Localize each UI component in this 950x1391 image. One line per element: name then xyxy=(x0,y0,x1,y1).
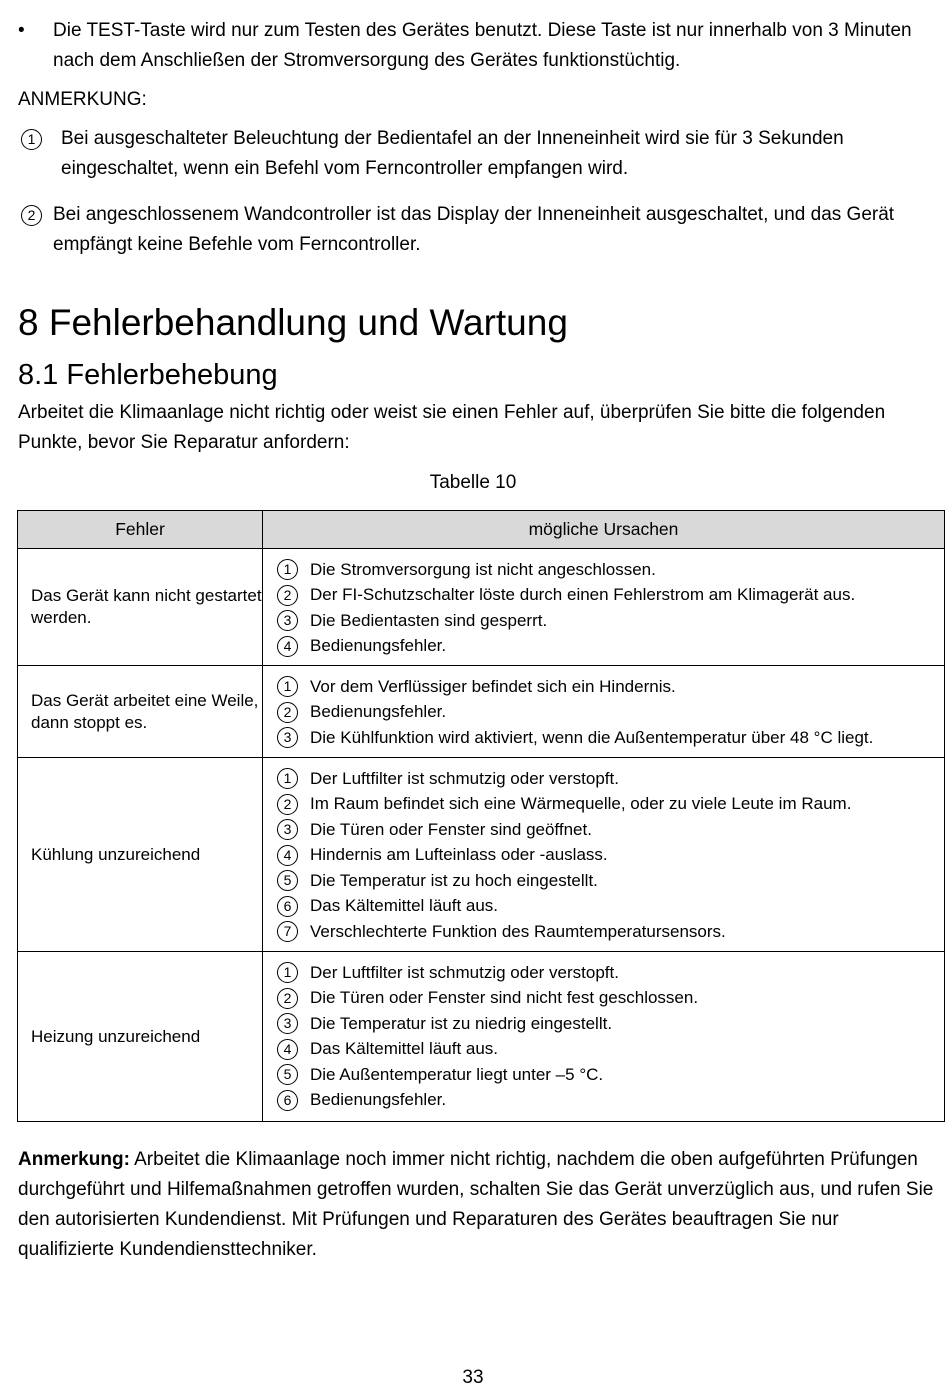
fault-cell: Das Gerät arbeitet eine Weile, dann stoppt es. xyxy=(18,666,263,758)
cause-number: 3 xyxy=(277,1013,298,1034)
table-row xyxy=(18,952,945,1122)
cause-text: Die Temperatur ist zu niedrig eingestellt. xyxy=(310,1013,613,1033)
page-number: 33 xyxy=(462,1367,484,1388)
cause-text: Bedienungsfehler. xyxy=(310,636,447,656)
cause-item xyxy=(277,960,944,986)
cause-number: 2 xyxy=(277,585,298,606)
cause-item xyxy=(277,674,944,700)
cause-text: Bedienungsfehler. xyxy=(310,1090,447,1110)
remark-text: Arbeitet die Klimaanlage noch immer nicht richtig, nachdem die oben aufgeführten Prüfungen durchgeführt und Hilfemaßnahmen getroffen wurden, schalten Sie das Gerät unverzüglich aus, und rufen Sie den autorisierten Kundendienst. Mit Prüfungen und Reparaturen des Gerätes beauftragen Sie nur qualifizierte Kundendiensttechniker. xyxy=(18,1149,934,1260)
remark-paragraph xyxy=(18,1145,936,1265)
cause-item xyxy=(277,1062,944,1088)
fault-cell: Heizung unzureichend xyxy=(18,952,263,1122)
causes-cell xyxy=(263,666,945,758)
table-row xyxy=(18,666,945,758)
fault-cell: Das Gerät kann nicht gestartet werden. xyxy=(18,549,263,666)
cause-number: 4 xyxy=(277,1039,298,1060)
cause-text: Die Temperatur ist zu hoch eingestellt. xyxy=(310,870,598,890)
cause-item xyxy=(277,894,944,920)
cause-item xyxy=(277,986,944,1012)
cause-text: Das Kältemittel läuft aus. xyxy=(310,1039,499,1059)
cause-item xyxy=(277,919,944,945)
cause-text: Bedienungsfehler. xyxy=(310,702,447,722)
note-marker-1: 1 xyxy=(21,129,42,150)
cause-text: Im Raum befindet sich eine Wärmequelle, oder zu viele Leute im Raum. xyxy=(310,794,852,814)
fault-cell: Kühlung unzureichend xyxy=(18,758,263,952)
cause-text: Das Kältemittel läuft aus. xyxy=(310,896,499,916)
cause-number: 2 xyxy=(277,702,298,723)
table-row xyxy=(18,549,945,666)
table-caption: Tabelle 10 xyxy=(429,472,517,493)
cause-item xyxy=(277,792,944,818)
cause-item xyxy=(277,634,944,660)
cause-number: 7 xyxy=(277,921,298,942)
troubleshooting-table xyxy=(17,510,945,1122)
cause-number: 2 xyxy=(277,794,298,815)
cause-number: 1 xyxy=(277,962,298,983)
cause-item xyxy=(277,557,944,583)
cause-text: Die Bedientasten sind gesperrt. xyxy=(310,610,548,630)
cause-number: 1 xyxy=(277,559,298,580)
cause-text: Die Türen oder Fenster sind nicht fest geschlossen. xyxy=(310,988,699,1008)
cause-item xyxy=(277,1037,944,1063)
cause-text: Die Stromversorgung ist nicht angeschlossen. xyxy=(310,559,656,579)
cause-text: Der FI-Schutzschalter löste durch einen Fehlerstrom am Klimagerät aus. xyxy=(310,585,856,605)
header-fault: Fehler xyxy=(18,511,263,549)
cause-item xyxy=(277,843,944,869)
cause-item xyxy=(277,608,944,634)
cause-text: Die Außentemperatur liegt unter –5 °C. xyxy=(310,1064,604,1084)
note-text-1: Bei ausgeschalteter Beleuchtung der Bedientafel an der Inneneinheit wird sie für 3 Sekunden eingeschaltet, wenn ein Befehl vom Ferncontroller empfangen wird. xyxy=(61,128,844,179)
note-marker-2: 2 xyxy=(21,205,42,226)
cause-text: Verschlechterte Funktion des Raumtemperatursensors. xyxy=(310,921,726,941)
cause-number: 5 xyxy=(277,1064,298,1085)
cause-item xyxy=(277,700,944,726)
intro-paragraph: Arbeitet die Klimaanlage nicht richtig oder weist sie einen Fehler auf, überprüfen Sie bitte die folgenden Punkte, bevor Sie Reparatur anfordern: xyxy=(18,402,886,453)
cause-number: 2 xyxy=(277,988,298,1009)
cause-number: 5 xyxy=(277,870,298,891)
cause-text: Die Türen oder Fenster sind geöffnet. xyxy=(310,819,592,839)
cause-text: Hindernis am Lufteinlass oder -auslass. xyxy=(310,845,608,865)
cause-number: 3 xyxy=(277,819,298,840)
note-heading: ANMERKUNG: xyxy=(18,89,147,110)
table-header-row xyxy=(18,511,945,549)
bullet-text: Die TEST-Taste wird nur zum Testen des Gerätes benutzt. Diese Taste ist nur innerhalb von 3 Minuten nach dem Anschließen der Stromversorgung des Gerätes funktionstüchtig. xyxy=(53,20,912,71)
cause-number: 3 xyxy=(277,610,298,631)
cause-item xyxy=(277,766,944,792)
causes-cell xyxy=(263,758,945,952)
cause-item xyxy=(277,583,944,609)
section-title: 8 Fehlerbehandlung und Wartung xyxy=(18,302,568,343)
cause-item xyxy=(277,1011,944,1037)
table-body xyxy=(18,549,945,1122)
cause-text: Der Luftfilter ist schmutzig oder verstopft. xyxy=(310,768,619,788)
bullet-dot: • xyxy=(18,20,25,41)
cause-number: 1 xyxy=(277,676,298,697)
subsection-title: 8.1 Fehlerbehebung xyxy=(18,359,278,391)
cause-number: 4 xyxy=(277,845,298,866)
note-text-2: Bei angeschlossenem Wandcontroller ist das Display der Inneneinheit ausgeschaltet, und das Gerät empfängt keine Befehle vom Ferncontroller. xyxy=(53,204,895,255)
cause-text: Vor dem Verflüssiger befindet sich ein Hindernis. xyxy=(310,676,676,696)
cause-number: 6 xyxy=(277,896,298,917)
table-row xyxy=(18,758,945,952)
header-causes: mögliche Ursachen xyxy=(263,511,945,549)
remark-label: Anmerkung: xyxy=(18,1149,130,1170)
cause-text: Der Luftfilter ist schmutzig oder verstopft. xyxy=(310,962,619,982)
cause-item xyxy=(277,1088,944,1114)
causes-cell xyxy=(263,549,945,666)
cause-number: 4 xyxy=(277,636,298,657)
cause-number: 6 xyxy=(277,1090,298,1111)
cause-item xyxy=(277,725,944,751)
causes-cell xyxy=(263,952,945,1122)
cause-number: 3 xyxy=(277,727,298,748)
cause-text: Die Kühlfunktion wird aktiviert, wenn die Außentemperatur über 48 °C liegt. xyxy=(310,727,874,747)
cause-number: 1 xyxy=(277,768,298,789)
cause-item xyxy=(277,817,944,843)
cause-item xyxy=(277,868,944,894)
